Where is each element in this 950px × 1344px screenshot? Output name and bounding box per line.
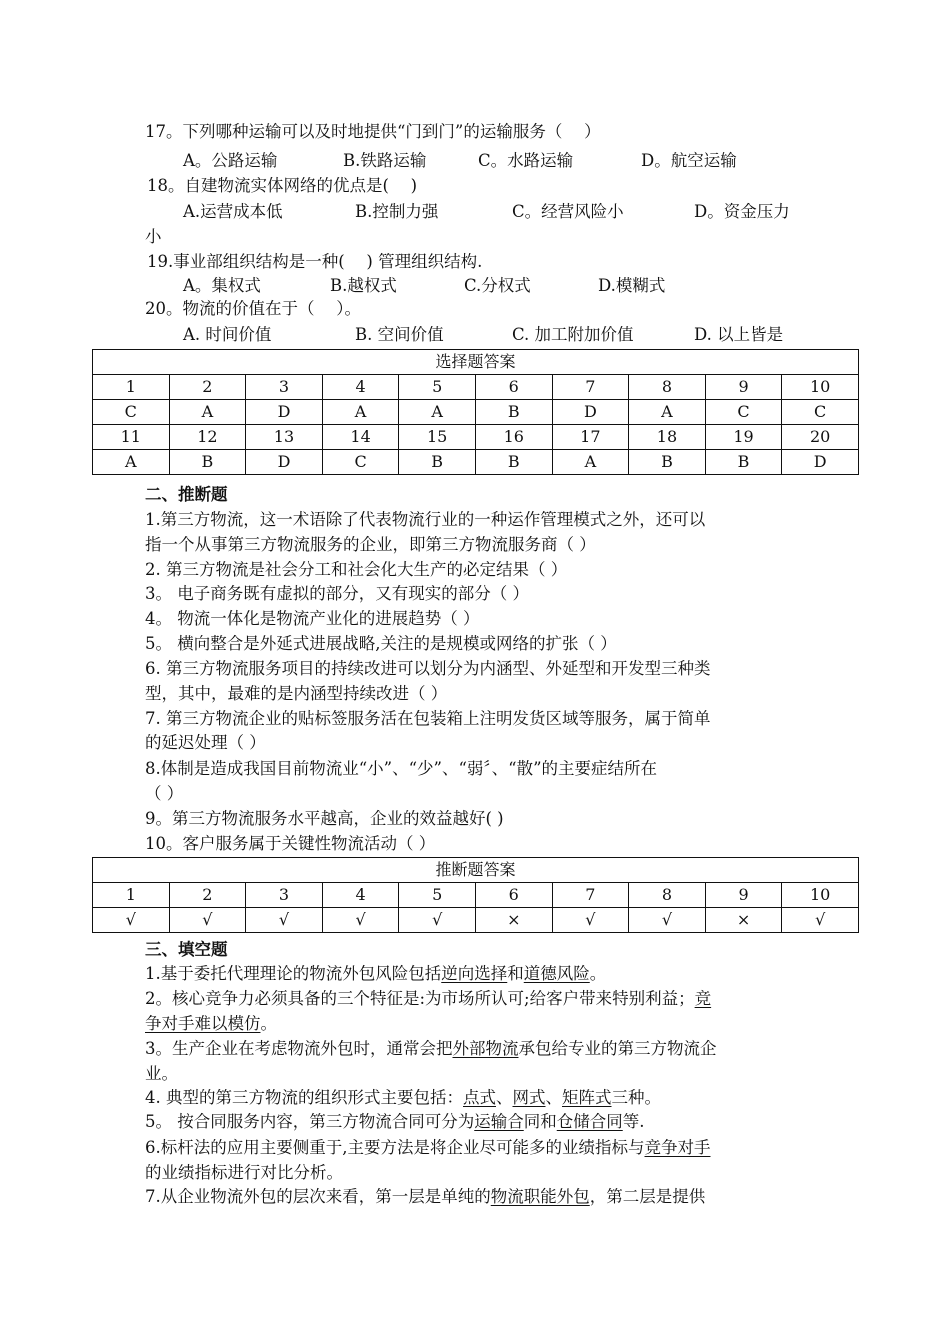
fill-line-4 (145, 1038, 717, 1060)
table-cell: B (475, 400, 552, 425)
table-cell: 7 (552, 375, 629, 400)
fill-answer: 矩阵式 (562, 1088, 612, 1107)
table-cell: 15 (399, 425, 476, 450)
judge-line: 9。第三方物流服务水平越高，企业的效益越好( ) (145, 809, 504, 828)
fill-text: 4. 典型的第三方物流的组织形式主要包括： (145, 1088, 463, 1107)
table-cell: B (629, 450, 706, 475)
table-cell: √ (552, 908, 629, 933)
table-cell: C (782, 400, 859, 425)
table-cell: B (399, 450, 476, 475)
fill-text: 等. (622, 1112, 645, 1131)
fill-text: 。 (260, 1014, 277, 1033)
table-cell: A (169, 400, 246, 425)
judge-heading: 二、推断题 (145, 485, 228, 504)
fill-line-6 (145, 1087, 661, 1109)
table-cell: 5 (399, 883, 476, 908)
table-cell: √ (246, 908, 323, 933)
table-cell: √ (629, 908, 706, 933)
fill-line-3 (145, 1013, 277, 1035)
q18-option-b: B.控制力强 (355, 202, 439, 221)
table-cell: D (782, 450, 859, 475)
fill-line-1 (145, 963, 606, 985)
q20-option-a: A. 时间价值 (183, 325, 272, 344)
table-cell: 14 (322, 425, 399, 450)
table-cell: A (322, 400, 399, 425)
fill-text: 、 (545, 1088, 562, 1107)
fill-answer: 竞争对手 (644, 1138, 711, 1157)
fill-text: 承包给专业的第三方物流企 (518, 1039, 717, 1058)
fill-answer: 仓储合同 (556, 1112, 623, 1131)
q20-option-c: C. 加工附加价值 (512, 325, 634, 344)
table-cell: 2 (169, 883, 246, 908)
fill-answer: 外部物流 (452, 1039, 519, 1058)
fill-answer: 网式 (512, 1088, 546, 1107)
question-17: 17。下列哪种运输可以及时地提供“门到门”的运输服务（ ） (145, 122, 601, 141)
fill-text: 三种。 (611, 1088, 661, 1107)
q20-option-b: B. 空间价值 (355, 325, 444, 344)
fill-text: 5。 按合同服务内容，第三方物流合同可分为 (145, 1112, 475, 1131)
table-cell: 16 (475, 425, 552, 450)
table-cell: × (705, 908, 782, 933)
table-cell: D (552, 400, 629, 425)
table-cell: 2 (169, 375, 246, 400)
judge-line: 型，其中，最难的是内涵型持续改进（ ） (145, 684, 448, 703)
q17-option-b: B.铁路运输 (343, 151, 427, 170)
table-cell: 8 (629, 375, 706, 400)
q17-option-a: A。公路运输 (183, 151, 278, 170)
q20-option-d: D. 以上皆是 (694, 325, 784, 344)
fill-line-10 (145, 1186, 705, 1208)
fill-line-7 (145, 1111, 645, 1133)
table-cell: A (629, 400, 706, 425)
table-cell: 7 (552, 883, 629, 908)
table-row (93, 425, 859, 450)
fill-text: 的业绩指标进行对比分析。 (145, 1163, 343, 1182)
judge-line: 2. 第三方物流是社会分工和社会化大生产的必定结果（ ） (145, 560, 568, 579)
q17-option-c: C。水路运输 (478, 151, 574, 170)
fill-line-9 (145, 1162, 343, 1184)
table-cell: 9 (705, 375, 782, 400)
fill-text: 。 (589, 964, 607, 983)
table-cell: B (705, 450, 782, 475)
fill-line-5 (145, 1063, 178, 1085)
table-cell: √ (93, 908, 170, 933)
question-18: 18。自建物流实体网络的优点是( ) (147, 176, 418, 195)
fill-answer: 竞 (694, 989, 712, 1008)
judge-line: 8.体制是造成我国目前物流业“小”、“少”、“弱〞、“散”的主要症结所在 (145, 759, 658, 778)
table-cell: 6 (475, 375, 552, 400)
table-cell: C (705, 400, 782, 425)
table-cell: 17 (552, 425, 629, 450)
fill-answer: 点式 (463, 1088, 496, 1107)
fill-text: 业。 (145, 1064, 178, 1083)
table-cell: 11 (93, 425, 170, 450)
table-cell: 6 (475, 883, 552, 908)
q18-option-a: A.运营成本低 (183, 202, 283, 221)
fill-text: 7.从企业物流外包的层次来看，第一层是单纯的 (145, 1187, 491, 1206)
fill-text: 和 (507, 964, 524, 983)
table-row (93, 375, 859, 400)
table-row (93, 908, 859, 933)
table-cell: 18 (629, 425, 706, 450)
table-cell: 1 (93, 375, 170, 400)
judge-line: 指一个从事第三方物流服务的企业，即第三方物流服务商（ ） (145, 535, 596, 554)
q19-option-d: D.模糊式 (598, 276, 666, 295)
fill-answer: 逆向选择 (441, 964, 508, 983)
fill-text: 、 (496, 1088, 513, 1107)
table-cell: 1 (93, 883, 170, 908)
table-cell: A (552, 450, 629, 475)
fill-answer: 运输合 (474, 1112, 524, 1131)
judge-line: 6. 第三方物流服务项目的持续改进可以划分为内涵型、外延型和开发型三种类 (145, 659, 711, 678)
fill-text: 6.标杆法的应用主要侧重于,主要方法是将企业尽可能多的业绩指标与 (145, 1138, 645, 1157)
table-cell: 4 (322, 883, 399, 908)
table-cell: A (399, 400, 476, 425)
judge-line: 1.第三方物流，这一术语除了代表物流行业的一种运作管理模式之外，还可以 (145, 510, 706, 529)
judge-line: 5。 横向整合是外延式进展战略,关注的是规模或网络的扩张（ ） (145, 634, 617, 653)
judge-line: 3。 电子商务既有虚拟的部分，又有现实的部分（ ） (145, 584, 529, 603)
table-cell: A (93, 450, 170, 475)
q18-option-c: C。经营风险小 (512, 202, 624, 221)
table-cell: √ (322, 908, 399, 933)
fill-line-8 (145, 1137, 711, 1159)
table-cell: √ (782, 908, 859, 933)
table-cell: 5 (399, 375, 476, 400)
table-cell: 13 (246, 425, 323, 450)
fill-heading: 三、填空题 (145, 940, 228, 959)
fill-text: 1.基于委托代理理论的物流外包风险包括 (145, 964, 442, 983)
table-cell: 9 (705, 883, 782, 908)
q19-option-b: B.越权式 (330, 276, 397, 295)
table-cell: C (322, 450, 399, 475)
choice-answer-table (92, 349, 859, 475)
table-cell: D (246, 450, 323, 475)
table-row (93, 450, 859, 475)
table-cell: 19 (705, 425, 782, 450)
judge-table-title: 推断题答案 (93, 858, 859, 883)
table-cell: 10 (782, 883, 859, 908)
table-row (93, 883, 859, 908)
fill-text: 3。生产企业在考虑物流外包时，通常会把 (145, 1039, 453, 1058)
table-cell: 12 (169, 425, 246, 450)
fill-text: 2。核心竞争力必须具备的三个特征是:为市场所认可;给客户带来特别利益； (145, 989, 695, 1008)
judge-line: （ ） (145, 784, 184, 803)
table-cell: 4 (322, 375, 399, 400)
table-cell: √ (399, 908, 476, 933)
table-cell: × (475, 908, 552, 933)
table-row (93, 400, 859, 425)
q17-option-d: D。航空运输 (641, 151, 737, 170)
table-cell: 10 (782, 375, 859, 400)
fill-answer: 物流职能外包 (490, 1187, 590, 1206)
fill-line-2 (145, 988, 711, 1010)
judge-line: 7. 第三方物流企业的贴标签服务活在包装箱上注明发货区域等服务，属于简单 (145, 709, 711, 728)
question-19: 19.事业部组织结构是一种( ) 管理组织结构. (147, 252, 483, 271)
q18-option-d-wrap: 小 (145, 227, 162, 246)
judge-line: 的延迟处理（ ） (145, 733, 266, 752)
table-cell: √ (169, 908, 246, 933)
fill-text: 同和 (523, 1112, 557, 1131)
judge-line: 10。客户服务属于关键性物流活动（ ） (145, 834, 436, 853)
table-cell: 20 (782, 425, 859, 450)
table-cell: D (246, 400, 323, 425)
question-20: 20。物流的价值在于（ ）。 (145, 299, 361, 318)
judge-answer-table (92, 857, 859, 933)
table-cell: 3 (246, 883, 323, 908)
table-cell: C (93, 400, 170, 425)
fill-text: ，第二层是提供 (589, 1187, 706, 1206)
q19-option-c: C.分权式 (464, 276, 531, 295)
table-cell: 8 (629, 883, 706, 908)
fill-answer: 争对手难以模仿 (145, 1014, 261, 1033)
table-cell: 3 (246, 375, 323, 400)
q19-option-a: A。集权式 (183, 276, 261, 295)
judge-line: 4。 物流一体化是物流产业化的进展趋势（ ） (145, 609, 480, 628)
fill-answer: 道德风险 (523, 964, 590, 983)
choice-table-title: 选择题答案 (93, 350, 859, 375)
table-cell: B (169, 450, 246, 475)
q18-option-d: D。资金压力 (694, 202, 790, 221)
table-cell: B (475, 450, 552, 475)
